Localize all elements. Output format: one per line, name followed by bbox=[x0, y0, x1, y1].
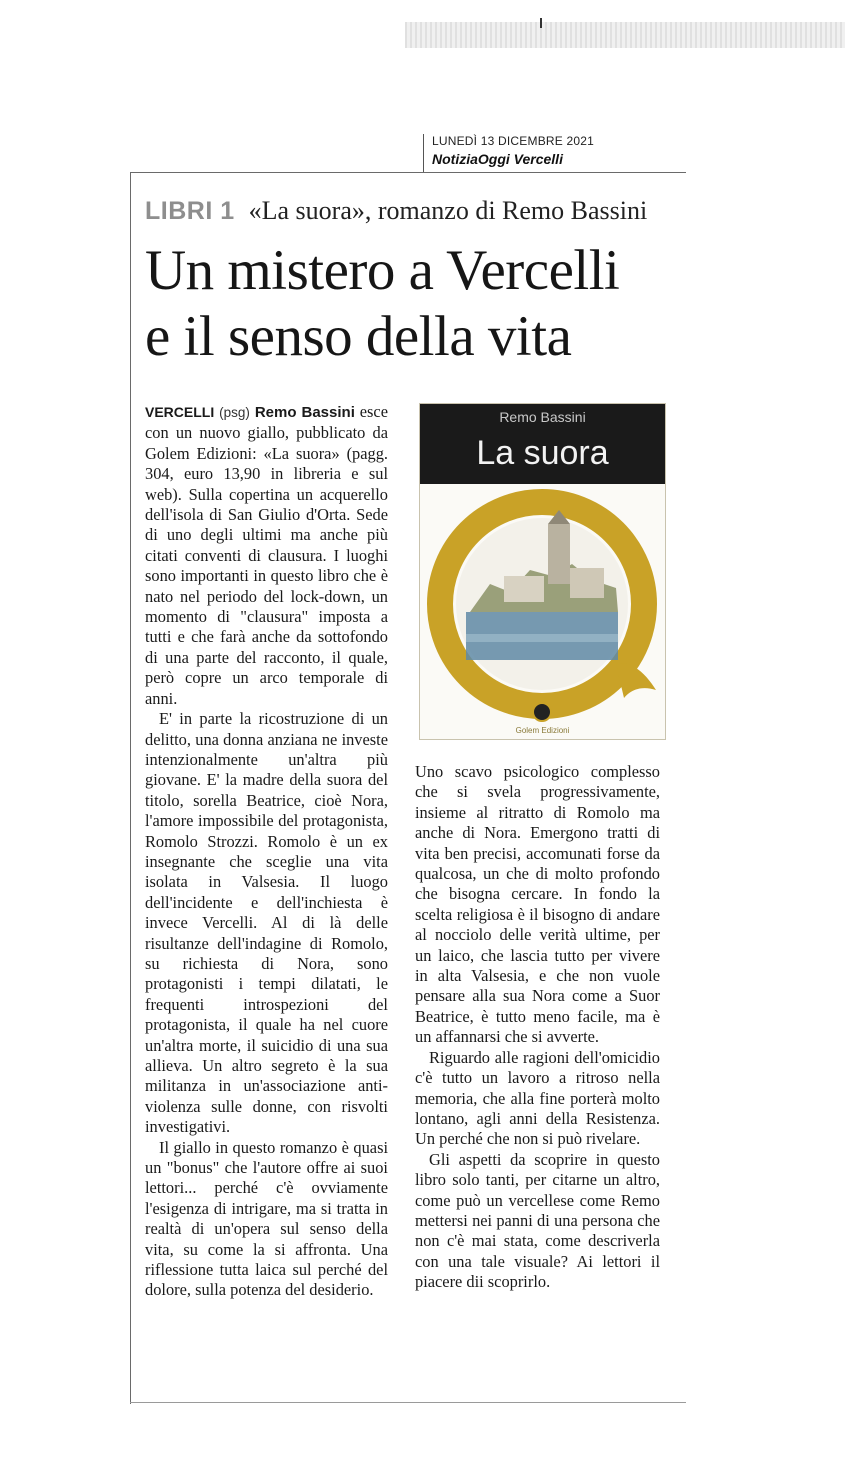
scan-tick-mark bbox=[540, 18, 542, 28]
headline bbox=[145, 238, 685, 370]
byline-author: Remo Bassini bbox=[254, 404, 355, 421]
ring-flourish bbox=[616, 663, 656, 698]
book-cover-illustration bbox=[420, 484, 665, 739]
book-cover-author: Remo Bassini bbox=[499, 409, 586, 425]
article-top-rule bbox=[130, 172, 686, 173]
paragraph-5: Riguardo alle ragioni dell'omicidio c'è tutto un lavoro a ritroso nella memoria, che alla fine porterà molto lontano, agli anni della Resistenza. Un perché che non si può rivelare. bbox=[415, 1047, 660, 1149]
book-cover-image bbox=[419, 403, 666, 740]
article-left-rule bbox=[130, 172, 131, 1404]
book-cover-title: La suora bbox=[476, 434, 609, 472]
section-label: LIBRI 1 bbox=[145, 197, 235, 225]
paragraph-6: Gli aspetti da scoprire in questo libro solo tanti, per citarne un altro, come può un vercellese come Remo mettersi nei panni di una persona che non c'è mai stata, come descriverla con una tale visuale? Ai lettori il piacere dii scoprirlo. bbox=[415, 1149, 660, 1292]
headline-line-1: Un mistero a Vercelli bbox=[145, 239, 620, 302]
paragraph-2: E' in parte la ricostruzione di un delitto, una donna anziana ne investe intenzionalmente un'altra più giovane. E' la madre della suora del titolo, sorella Beatrice, cioè Nora, l'amore impossibile del protagonista, Romolo Strozzi. Romolo è un ex insegnante che sceglie una vita isolata in Valsesia. Il luogo dell'incidente e dell'inchiesta è invece Vercelli. Al di là delle risultanze dell'indagine di Romolo, su richiesta di Nora, sono protagonisti i tempi dilatati, le frequenti introspezioni del protagonista, il quale ha nel cuore un'altra morte, il suicidio di una sua allieva. Un altro segreto è la sua militanza in un'associazione anti-violenza sulle donne, con risvolti investigativi. bbox=[145, 709, 388, 1137]
convent-building bbox=[504, 576, 544, 602]
byline-tag: (psg) bbox=[219, 405, 250, 420]
issue-date: LUNEDÌ 13 DICEMBRE 2021 bbox=[432, 134, 594, 148]
book-publisher: Golem Edizioni bbox=[515, 726, 570, 735]
masthead bbox=[432, 134, 594, 167]
water-reflection bbox=[466, 634, 618, 642]
scan-edge-strip bbox=[405, 22, 845, 48]
paragraph-1-text: esce con un nuovo giallo, pubblicato da Golem Edizioni: «La suora» (pagg. 304, euro 13,90 in libreria e sul web). Sulla copertina un acquerello dell'isola di San Giulio d'Orta. Sede di uno degli ultimi ma anche più citati conventi di clausura. I luoghi sono importanti in questo libro che è nato nel periodo del lock-down, un momento di "clausura" imposta a tutti e che farà anche da sottofondo di una parte del racconto, il quale, però copre un arco temporale di anni. bbox=[145, 402, 388, 708]
kicker-subtitle: «La suora», romanzo di Remo Bassini bbox=[248, 196, 648, 225]
lead-paragraph bbox=[145, 402, 388, 709]
article-column-2 bbox=[415, 762, 660, 1293]
kicker bbox=[145, 196, 647, 226]
masthead-rule bbox=[423, 134, 424, 172]
paragraph-4: Uno scavo psicologico complesso che si svela progressivamente, insieme al ritratto di Romolo ma anche di Nora. Emergono tratti di vita ben precisi, accomunati forse da qualcosa, un che di molto profondo che bisogna cercare. In fondo la scelta religiosa è il bisogno di andare al nocciolo delle verità ultime, per un laico, che lascia tutto per vivere in alta Valsesia, e che non vuole pensare alla sua Nora come a Suor Beatrice, è tutto meno facile, ma è un affannarsi che si avverte. bbox=[415, 762, 660, 1047]
bell-tower bbox=[548, 524, 570, 584]
newspaper-name: NotiziaOggi Vercelli bbox=[432, 151, 563, 167]
basilica-building bbox=[570, 568, 604, 598]
dateline-city: VERCELLI bbox=[145, 404, 215, 420]
article-bottom-rule bbox=[130, 1402, 686, 1403]
headline-line-2: e il senso della vita bbox=[145, 305, 572, 368]
paragraph-3: Il giallo in questo romanzo è quasi un "bonus" che l'autore offre ai suoi lettori... perché c'è ovviamente l'esigenza di intrigare, ma si tratta in realtà di un'opera sul senso della vita, su come la si affronta. Una riflessione tutta laica sul perché del dolore, sulla potenza del desiderio. bbox=[145, 1137, 388, 1300]
article-column-1 bbox=[145, 402, 388, 1301]
publisher-logo-icon bbox=[533, 703, 551, 721]
